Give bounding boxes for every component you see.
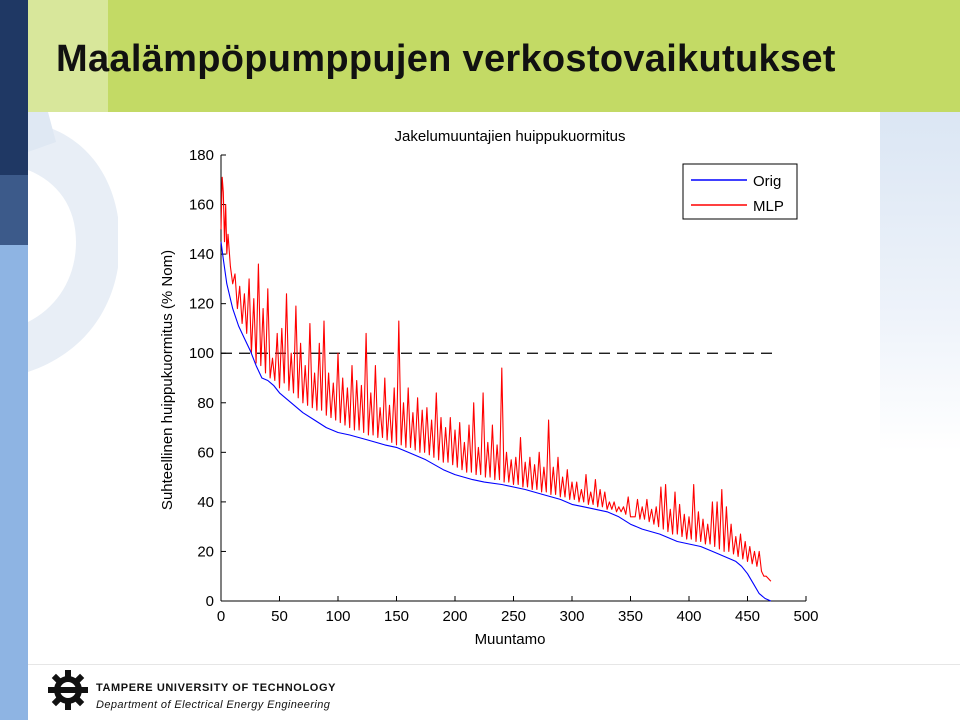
- legend-label-orig: Orig: [753, 173, 782, 190]
- y-tick-label: 0: [205, 593, 214, 610]
- x-tick-label: 450: [734, 608, 761, 625]
- x-tick-label: 400: [676, 608, 702, 625]
- x-tick-label: 50: [271, 608, 288, 625]
- y-tick-label: 80: [197, 394, 214, 412]
- chart-title: Jakelumuuntajien huippukuormitus: [394, 128, 626, 145]
- x-tick-label: 350: [617, 608, 644, 625]
- x-tick-label: 250: [500, 608, 527, 625]
- y-tick-label: 180: [188, 147, 214, 164]
- y-tick-label: 120: [188, 295, 214, 313]
- x-tick-label: 0: [216, 608, 226, 625]
- legend: [683, 164, 797, 219]
- y-tick-label: 20: [197, 543, 214, 561]
- x-tick-label: 200: [442, 608, 468, 625]
- x-tick-label: 100: [325, 608, 351, 625]
- series-line-mlp: [221, 177, 771, 581]
- y-tick-label: 100: [188, 345, 214, 363]
- y-axis-label: Suhteellinen huippukuormitus (% Nom): [159, 249, 176, 511]
- x-tick-label: 500: [793, 608, 819, 625]
- x-tick-label: 300: [559, 608, 585, 625]
- x-tick-label: 150: [383, 608, 410, 625]
- footer-university-name: TAMPERE UNIVERSITY OF TECHNOLOGY: [96, 682, 337, 694]
- legend-label-mlp: MLP: [753, 198, 784, 215]
- series-line-orig: [221, 242, 771, 601]
- y-tick-label: 40: [197, 493, 214, 511]
- y-tick-label: 140: [188, 246, 214, 264]
- slide-title: Maalämpöpumppujen verkostovaikutukset: [56, 38, 836, 80]
- x-axis-label: Muuntamo: [474, 631, 546, 648]
- footer-divider: [28, 664, 960, 665]
- y-tick-label: 60: [197, 444, 214, 462]
- series-lines: [221, 177, 771, 601]
- university-gear-logo-icon: [46, 668, 90, 712]
- footer-department-name: Department of Electrical Energy Engineering: [96, 699, 331, 711]
- y-tick-label: 160: [188, 196, 214, 214]
